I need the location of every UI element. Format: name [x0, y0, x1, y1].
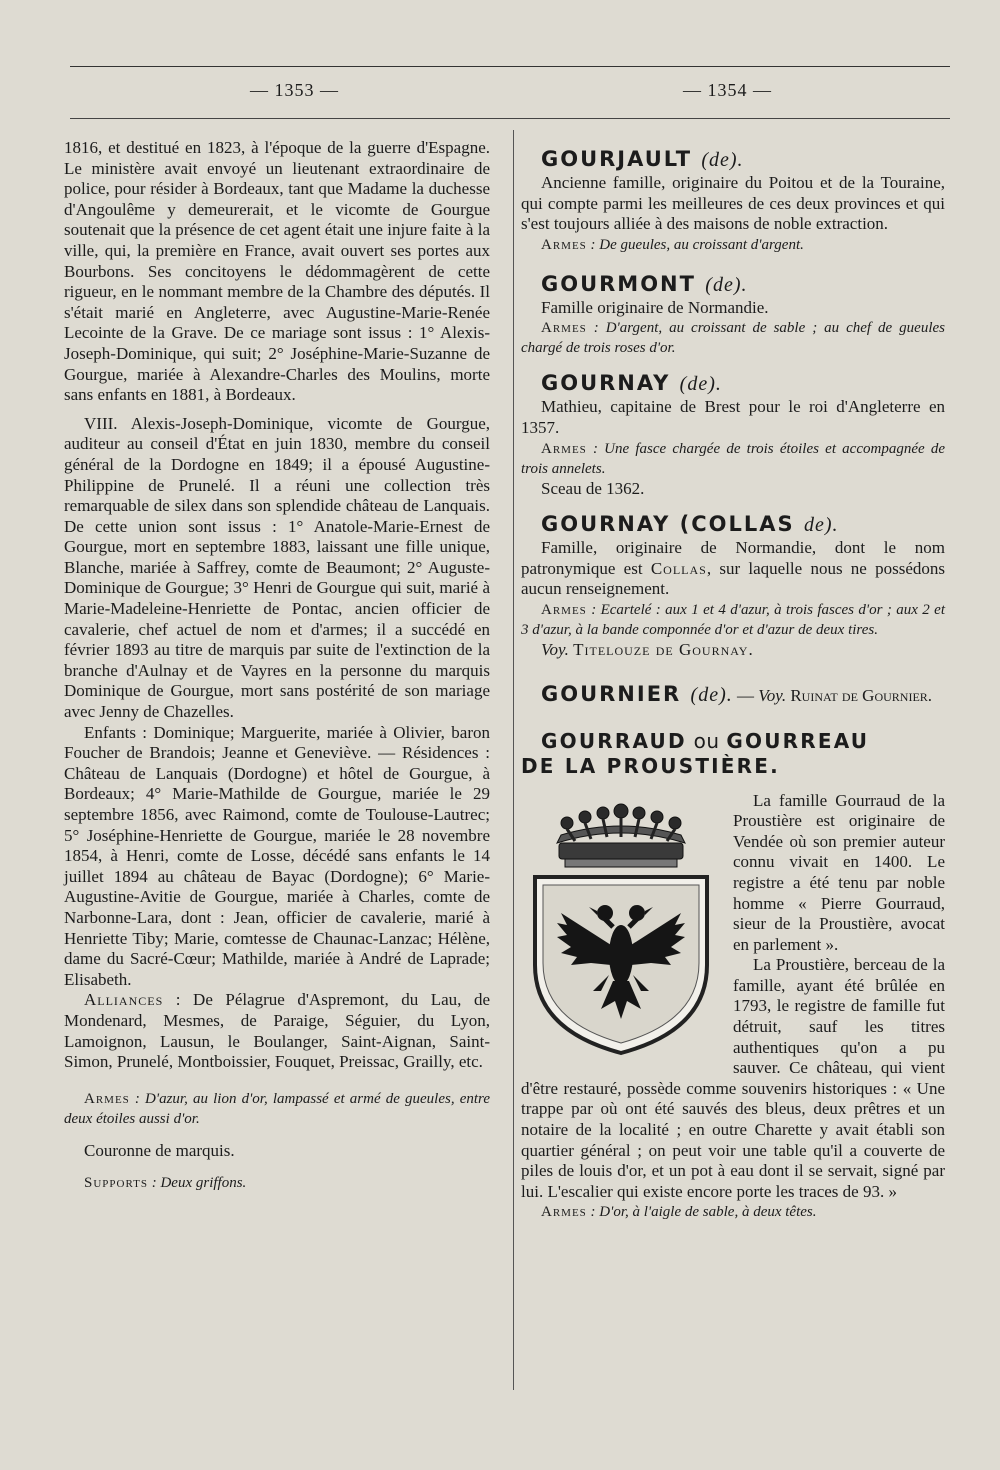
page-number-right: — 1354 — [683, 80, 772, 100]
top-rule [70, 66, 950, 67]
dash: — [732, 685, 759, 705]
gournay-collas-voy [521, 640, 945, 661]
gournay-collas-text [521, 538, 945, 600]
cross-reference: Titelouze de Gournay. [573, 639, 754, 659]
armes-label: Armes [84, 1090, 130, 1107]
alliances [64, 990, 490, 1072]
heading-name: GOURJAULT [541, 147, 693, 171]
gournay-armes [521, 439, 945, 479]
armes-label: Armes [541, 601, 587, 618]
heading-gournier [521, 681, 945, 709]
paragraph-viii: VIII. Alexis-Joseph-Dominique, vicomte de Gourgue, auditeur au conseil d'État en juin 1830, membre du conseil général de la Dordogne en 1849; il a épousé Augustine-Philippine de Prunelé. Il a réuni une collection très remarquable de silex dans son splendide château de Lanquais. De cette union sont issus : 1° Anatole-Marie-Ernest de Gourgue, mort en septembre 1883, laissant une fille unique, Blanche, mariée à Saffrey, comte de Beaumont; 2° Auguste-Dominique de Gourgue; 3° Henri de Gourgue qui suit, marié à Marie-Madeleine-Henriette de Pontac, ancien officier de cavalerie, chef actuel de nom et d'armes; il a succédé en février 1893 au titre de marquis par suite de l'extinction de la branche d'Aulnay et de Vayres en la personne du marquis Dominique de Gourgue, mort sans postérité de son mariage avec Jenny de Chazelles. [64, 413, 490, 722]
left-column [64, 138, 490, 1193]
gourmont-armes [521, 318, 945, 358]
alliances-text: : De Pélagrue d'Aspremont, du Lau, de Mondenard, Mesmes, de Paraige, Séguier, du Lyon, Lamoignon, Lausun, le Boulanger, Saint-Aignan, Saint-Simon, Prunelé, Montboissier, Fouquet, Preissac, Grailly, etc. [64, 990, 490, 1072]
paragraph-enfants: Enfants : Dominique; Marguerite, mariée à Olivier, baron Foucher de Brandois; Jeanne et Geneviève. — Résidences : Château de Lanquais (Dordogne) et hôtel de Gourgue, à Bordeaux; 4° Marie-Mathilde de Gourgue, mariée le 29 septembre 1856, avec Raimond, comte de Toulouse-Lautrec; 5° Joséphine-Henriette de Gourgue, mariée le 28 novembre 1854, à Henri, comte de Losse, décédé sans enfants le 14 juillet 1894 au château de Bayac (Dordogne); 6° Marie-Augustine-Avitie de Gourgue, mariée à Charles, comte de Narbonne-Lara, dont : Jean, officier de cavalerie, marié à Henriette Tiby; Marie, comtesse de Chaunac-Lanzac; Hélène, dame du Sacré-Cœur; Mathilde, mariée à André de Laprade; Elisabeth. [64, 722, 490, 989]
column-divider [513, 130, 514, 1390]
armes-text: : D'azur, au lion d'or, lampassé et armé de gueules, entre deux étoiles aussi d'or. [64, 1090, 490, 1127]
heading-name: GOURNIER [541, 681, 682, 706]
armes-text: : De gueules, au croissant d'argent. [586, 236, 804, 253]
heading-gourraud-line2: DE LA PROUSTIÈRE. [521, 753, 780, 778]
paragraph-continued: 1816, et destitué en 1823, à l'époque de la guerre d'Espagne. Le ministère avait envoyé un lieutenant extraordinaire de police, pour résider à Bordeaux, tant que Madame la duchesse d'Angoulême y demeurerait, et le vicomte de Gourgue soutenait que la présence de cet agent était une injure faite à la ville, qui, la première en France, avait ouvert ses portes aux Bourbons. Ses concitoyens le dédommagèrent de cette rigueur, en le nommant membre de la Chambre des députés. Il s'était marié en Angleterre, avec Augustine-Marie-Renée Lecointe de la Grave. De ce mariage sont issus : 1° Alexis-Joseph-Dominique, qui suit; 2° Joséphine-Marie-Suzanne de Gourgue, mariée à Alexandre-Charles des Moulins, morte sans enfants en 1881, à Bordeaux. [64, 138, 490, 405]
page-number-left: — 1353 — [250, 80, 339, 100]
couronne: Couronne de marquis. [84, 1140, 235, 1160]
heading-gourmont [521, 271, 945, 298]
voy-label: Voy. [541, 639, 569, 659]
armes-text: : Ecartelé : aux 1 et 4 d'azur, à trois fasces d'or ; aux 2 et 3 d'azur, à la bande componnée d'or et d'azur de deux tires. [521, 601, 945, 638]
voy-label: Voy. [758, 685, 787, 705]
alliances-label: Alliances [84, 990, 164, 1010]
gourjault-armes [521, 235, 945, 255]
heading-name: GOURRAUD [541, 728, 687, 753]
supports [64, 1173, 490, 1193]
heading-name: GOURMONT [541, 271, 696, 296]
gournay-sceau: Sceau de 1362. [541, 478, 645, 498]
heading-name: GOURREAU [726, 728, 870, 753]
gourmont-text: Famille originaire de Normandie. [541, 297, 769, 317]
cross-reference: Ruinat de Gournier. [786, 685, 933, 705]
heading-gourjault [521, 146, 945, 173]
heading-particle: (de). [679, 373, 722, 396]
armes-label: Armes [541, 440, 587, 457]
gournay-text: Mathieu, capitaine de Brest pour le roi d'Angleterre en 1357. [521, 397, 945, 437]
gourraud-p1: La famille Gourraud de la Proustière est originaire de Vendée où son premier auteur connu vivait en 1400. Le registre a été tenu par noble homme « Pierre Gourraud, sieur de la Proustière, avocat en parlement ». [733, 790, 945, 954]
heading-particle: (de). [705, 273, 748, 296]
heading-name: GOURNAY (COLLAS [541, 512, 795, 537]
surname-smallcaps: Collas [650, 558, 707, 578]
armes-label: Armes [541, 320, 587, 337]
coat-of-arms-image [521, 795, 721, 1057]
heading-particle: (de). [690, 683, 733, 706]
heading-name: GOURNAY [541, 371, 671, 396]
marquis-crown-icon [557, 804, 685, 867]
gournay-collas-armes [521, 600, 945, 640]
heading-gournay-collas [521, 511, 945, 538]
armes-left [64, 1089, 490, 1129]
supports-label: Supports [84, 1175, 148, 1192]
heading-particle: (de). [701, 149, 744, 171]
gourraud-armes [521, 1202, 945, 1222]
text-part: , sur laquelle nous ne possédons aucun renseignement. [521, 558, 946, 599]
gourraud-p2: La Proustière, berceau de la famille, ayant été brûlée en 1793, le registre de famille fut détruit, sauf les titres authentiques qu'on a pu sauver. Ce château, qui vient d'être restauré, possède comme souvenirs historiques : « Une trappe par où ont été sauvés des bleus, deux prêtres et un notaire de la localité ; en outre Charette y avait établi son quartier général ; on peut voir une table qu'il a couverte de piles de louis d'or, et un pot à eau dont il se servait, signé par lui. L'escalier qui existe encore porte les traces de 93. » [521, 955, 945, 1201]
heading-conjunction: ou [686, 728, 727, 753]
supports-text: : Deux griffons. [147, 1175, 247, 1192]
armes-label: Armes [541, 1204, 587, 1221]
armes-text: : D'argent, au croissant de sable ; au chef de gueules chargé de trois roses d'or. [521, 320, 945, 357]
right-column [521, 138, 945, 1222]
heading-particle: de). [803, 514, 839, 537]
armes-text: : Une fasce chargée de trois étoiles et accompagnée de trois annelets. [521, 440, 945, 477]
armes-text: : D'or, à l'aigle de sable, à deux têtes. [586, 1204, 817, 1221]
armes-label: Armes [541, 236, 587, 253]
gourjault-text: Ancienne famille, originaire du Poitou et de la Touraine, qui compte parmi les meilleures de ces deux provinces et qui s'est toujours alliée à des maisons de noble extraction. [521, 173, 945, 234]
header-rule [70, 118, 950, 119]
heading-gournay [521, 370, 945, 397]
heading-gourraud [521, 729, 945, 754]
text-part: Famille, originaire de Normandie, dont le nom patronymique est [521, 538, 945, 578]
